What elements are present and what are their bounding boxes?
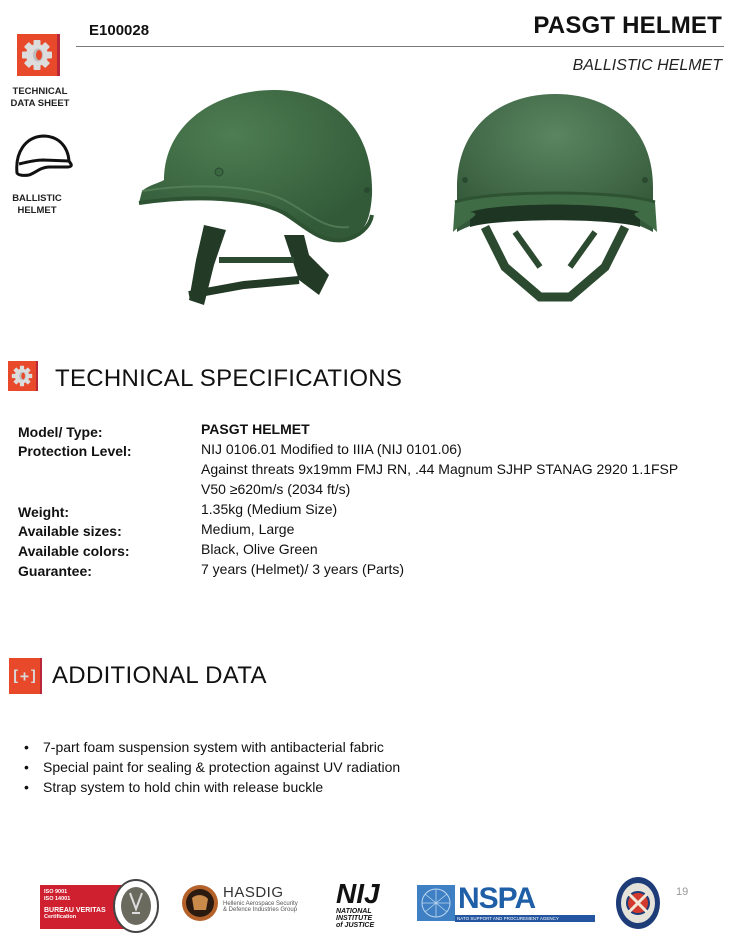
spec-label-protection: Protection Level:: [18, 443, 132, 459]
logo-text: NATIONAL: [336, 908, 372, 915]
additional-section-badge: [9, 658, 40, 694]
list-item: [24, 737, 400, 757]
spec-value-sizes: Medium, Large: [201, 521, 295, 537]
gear-icon: [10, 364, 34, 388]
logo-text: ISO 9001: [44, 889, 68, 895]
bullet-icon: •: [24, 779, 29, 795]
logo-name: NSPA: [458, 882, 536, 915]
header-divider: [76, 46, 724, 47]
helmet-icon: [13, 131, 73, 182]
document-code: E100028: [89, 22, 150, 39]
spec-label-weight: Weight:: [18, 504, 70, 520]
hasdig-logo-text: [223, 884, 298, 913]
spec-label-sizes: Available sizes:: [18, 523, 122, 539]
page-number: 19: [676, 886, 689, 898]
spec-value-protection-2: Against threats 9x19mm FMJ RN, .44 Magnum SJHP STANAG 2920 1.1FSP: [201, 461, 679, 477]
logo-text: INSTITUTE: [336, 915, 373, 922]
technical-section-badge: [8, 361, 36, 391]
plus-bracket-icon: [+]: [10, 667, 39, 685]
spec-label-colors: Available colors:: [18, 543, 130, 559]
hasdig-emblem: [181, 884, 219, 927]
spec-value-guarantee: 7 years (Helmet)/ 3 years (Parts): [201, 561, 405, 577]
spec-value-model: PASGT HELMET: [201, 421, 310, 437]
logo-text: ISO 14001: [44, 896, 71, 902]
bullet-icon: •: [24, 739, 29, 755]
list-item: [24, 757, 400, 777]
list-item-text: Special paint for sealing & protection against UV radiation: [43, 759, 401, 775]
section-title-additional: ADDITIONAL DATA: [52, 662, 267, 689]
list-item: [24, 777, 400, 797]
label-line: HELMET: [17, 205, 57, 216]
label-line: BALLISTIC: [12, 193, 62, 204]
bureau-veritas-seal: [112, 879, 160, 933]
additional-list: [24, 737, 400, 797]
spec-value-colors: Black, Olive Green: [201, 541, 318, 557]
defence-seal-logo: [615, 876, 661, 935]
spec-value-protection-3: V50 ≥620m/s (2034 ft/s): [201, 481, 351, 497]
logo-name: NIJ: [336, 880, 380, 909]
helmet-front-view-image: [445, 92, 665, 317]
nspa-tagline: NATO SUPPORT AND PROCUREMENT AGENCY: [455, 915, 595, 922]
label-line: DATA SHEET: [10, 98, 70, 109]
page-subtitle: BALLISTIC HELMET: [572, 57, 722, 74]
nspa-globe-icon: [417, 885, 455, 921]
section-title-technical: TECHNICAL SPECIFICATIONS: [55, 365, 403, 392]
spec-label-guarantee: Guarantee:: [18, 563, 92, 579]
nij-logo: [336, 880, 380, 932]
spec-label-model: Model/ Type:: [18, 424, 103, 440]
gear-icon: [17, 34, 57, 76]
spec-value-protection-1: NIJ 0106.01 Modified to IIIA (NIJ 0101.06): [201, 441, 462, 457]
technical-data-sheet-badge: [17, 34, 57, 76]
sidebar-label-ballistic: [0, 193, 76, 217]
logo-text: BUREAU VERITAS: [44, 907, 106, 914]
page-title: PASGT HELMET: [533, 12, 722, 39]
logo-text: & Defence Industries Group: [223, 907, 298, 913]
list-item-text: 7-part foam suspension system with antibacterial fabric: [43, 739, 384, 755]
nspa-logo: [458, 884, 535, 914]
logo-name: HASDIG: [223, 884, 284, 901]
sidebar-label-technical: [1, 86, 79, 110]
logo-text: Hellenic Aerospace Security: [223, 901, 298, 907]
helmet-side-view-image: [134, 85, 384, 320]
list-item-text: Strap system to hold chin with release buckle: [43, 779, 324, 795]
spec-value-weight: 1.35kg (Medium Size): [201, 501, 338, 517]
logo-text: of JUSTICE: [336, 922, 375, 929]
label-line: TECHNICAL: [12, 86, 68, 97]
logo-text: Certification: [44, 914, 77, 920]
bullet-icon: •: [24, 759, 29, 775]
